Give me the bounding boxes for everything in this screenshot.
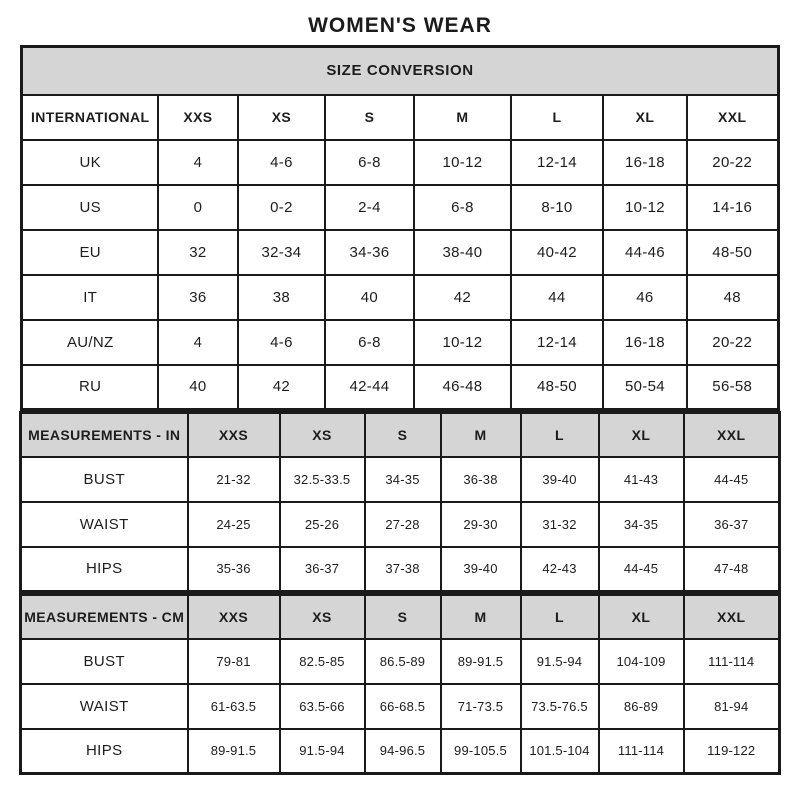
size-conversion-banner: SIZE CONVERSION xyxy=(22,47,778,95)
value-cell: 24-25 xyxy=(188,502,280,547)
value-cell: 82.5-85 xyxy=(280,639,365,684)
measurements-in-body xyxy=(21,457,780,592)
col-header-xxl: XXL xyxy=(684,413,780,457)
col-header-m: M xyxy=(441,595,521,639)
col-header-xxs: XXS xyxy=(188,413,280,457)
col-header-s: S xyxy=(325,95,414,140)
column-header-row xyxy=(22,95,778,140)
value-cell: 36-37 xyxy=(280,547,365,592)
col-header-measurements-in: MEASUREMENTS - IN xyxy=(21,413,188,457)
row-label: HIPS xyxy=(21,729,188,774)
table-row xyxy=(21,639,780,684)
page-title: WOMEN'S WEAR xyxy=(308,14,492,37)
value-cell: 42-43 xyxy=(521,547,599,592)
value-cell: 34-35 xyxy=(599,502,684,547)
size-conversion-table xyxy=(20,45,779,411)
row-label: UK xyxy=(22,140,158,185)
value-cell: 31-32 xyxy=(521,502,599,547)
table-row xyxy=(22,185,778,230)
row-label: BUST xyxy=(21,457,188,502)
value-cell: 99-105.5 xyxy=(441,729,521,774)
banner-row xyxy=(22,47,778,95)
value-cell: 37-38 xyxy=(365,547,441,592)
value-cell: 61-63.5 xyxy=(188,684,280,729)
value-cell: 36 xyxy=(158,275,238,320)
value-cell: 104-109 xyxy=(599,639,684,684)
value-cell: 101.5-104 xyxy=(521,729,599,774)
table-row xyxy=(21,502,780,547)
value-cell: 36-38 xyxy=(441,457,521,502)
value-cell: 40-42 xyxy=(511,230,603,275)
col-header-s: S xyxy=(365,413,441,457)
row-label: IT xyxy=(22,275,158,320)
col-header-l: L xyxy=(521,595,599,639)
col-header-s: S xyxy=(365,595,441,639)
table-row xyxy=(21,729,780,774)
value-cell: 42 xyxy=(414,275,511,320)
value-cell: 119-122 xyxy=(684,729,780,774)
value-cell: 4 xyxy=(158,320,238,365)
col-header-xxl: XXL xyxy=(684,595,780,639)
row-label: WAIST xyxy=(21,684,188,729)
value-cell: 20-22 xyxy=(687,320,778,365)
value-cell: 38-40 xyxy=(414,230,511,275)
value-cell: 63.5-66 xyxy=(280,684,365,729)
value-cell: 36-37 xyxy=(684,502,780,547)
table-row xyxy=(21,547,780,592)
value-cell: 89-91.5 xyxy=(441,639,521,684)
value-cell: 34-35 xyxy=(365,457,441,502)
size-conversion-body xyxy=(22,140,778,410)
col-header-xl: XL xyxy=(599,413,684,457)
value-cell: 6-8 xyxy=(325,140,414,185)
value-cell: 40 xyxy=(325,275,414,320)
col-header-xxs: XXS xyxy=(158,95,238,140)
value-cell: 42 xyxy=(238,365,325,410)
value-cell: 48 xyxy=(687,275,778,320)
value-cell: 44 xyxy=(511,275,603,320)
value-cell: 46 xyxy=(603,275,687,320)
col-header-measurements-cm: MEASUREMENTS - CM xyxy=(21,595,188,639)
value-cell: 34-36 xyxy=(325,230,414,275)
value-cell: 42-44 xyxy=(325,365,414,410)
col-header-xs: XS xyxy=(238,95,325,140)
value-cell: 10-12 xyxy=(414,140,511,185)
value-cell: 10-12 xyxy=(603,185,687,230)
value-cell: 12-14 xyxy=(511,140,603,185)
value-cell: 86.5-89 xyxy=(365,639,441,684)
measurements-cm-table xyxy=(19,593,781,775)
row-label: HIPS xyxy=(21,547,188,592)
table-row xyxy=(22,320,778,365)
col-header-international: INTERNATIONAL xyxy=(22,95,158,140)
value-cell: 4-6 xyxy=(238,320,325,365)
value-cell: 16-18 xyxy=(603,320,687,365)
value-cell: 8-10 xyxy=(511,185,603,230)
table-row xyxy=(22,365,778,410)
value-cell: 29-30 xyxy=(441,502,521,547)
table-row xyxy=(21,457,780,502)
value-cell: 6-8 xyxy=(414,185,511,230)
value-cell: 35-36 xyxy=(188,547,280,592)
row-label: US xyxy=(22,185,158,230)
value-cell: 0-2 xyxy=(238,185,325,230)
value-cell: 39-40 xyxy=(521,457,599,502)
value-cell: 2-4 xyxy=(325,185,414,230)
row-label: BUST xyxy=(21,639,188,684)
value-cell: 73.5-76.5 xyxy=(521,684,599,729)
col-header-xs: XS xyxy=(280,595,365,639)
table-row xyxy=(22,230,778,275)
value-cell: 50-54 xyxy=(603,365,687,410)
value-cell: 6-8 xyxy=(325,320,414,365)
value-cell: 94-96.5 xyxy=(365,729,441,774)
column-header-row xyxy=(21,595,780,639)
value-cell: 47-48 xyxy=(684,547,780,592)
row-label: WAIST xyxy=(21,502,188,547)
value-cell: 32.5-33.5 xyxy=(280,457,365,502)
measurements-cm-body xyxy=(21,639,780,774)
value-cell: 38 xyxy=(238,275,325,320)
value-cell: 46-48 xyxy=(414,365,511,410)
col-header-xl: XL xyxy=(599,595,684,639)
col-header-l: L xyxy=(511,95,603,140)
col-header-xl: XL xyxy=(603,95,687,140)
value-cell: 111-114 xyxy=(599,729,684,774)
value-cell: 4 xyxy=(158,140,238,185)
value-cell: 86-89 xyxy=(599,684,684,729)
value-cell: 44-46 xyxy=(603,230,687,275)
value-cell: 71-73.5 xyxy=(441,684,521,729)
value-cell: 89-91.5 xyxy=(188,729,280,774)
col-header-l: L xyxy=(521,413,599,457)
value-cell: 27-28 xyxy=(365,502,441,547)
table-row xyxy=(22,140,778,185)
col-header-xxs: XXS xyxy=(188,595,280,639)
col-header-xxl: XXL xyxy=(687,95,778,140)
value-cell: 48-50 xyxy=(511,365,603,410)
column-header-row xyxy=(21,413,780,457)
value-cell: 40 xyxy=(158,365,238,410)
value-cell: 81-94 xyxy=(684,684,780,729)
value-cell: 25-26 xyxy=(280,502,365,547)
value-cell: 32 xyxy=(158,230,238,275)
value-cell: 44-45 xyxy=(599,547,684,592)
measurements-in-table xyxy=(19,411,781,593)
value-cell: 14-16 xyxy=(687,185,778,230)
value-cell: 4-6 xyxy=(238,140,325,185)
value-cell: 41-43 xyxy=(599,457,684,502)
value-cell: 79-81 xyxy=(188,639,280,684)
col-header-xs: XS xyxy=(280,413,365,457)
value-cell: 10-12 xyxy=(414,320,511,365)
value-cell: 39-40 xyxy=(441,547,521,592)
value-cell: 21-32 xyxy=(188,457,280,502)
row-label: AU/NZ xyxy=(22,320,158,365)
value-cell: 66-68.5 xyxy=(365,684,441,729)
value-cell: 56-58 xyxy=(687,365,778,410)
value-cell: 0 xyxy=(158,185,238,230)
table-row xyxy=(21,684,780,729)
value-cell: 12-14 xyxy=(511,320,603,365)
value-cell: 48-50 xyxy=(687,230,778,275)
value-cell: 16-18 xyxy=(603,140,687,185)
value-cell: 91.5-94 xyxy=(280,729,365,774)
table-row xyxy=(22,275,778,320)
value-cell: 111-114 xyxy=(684,639,780,684)
value-cell: 32-34 xyxy=(238,230,325,275)
value-cell: 44-45 xyxy=(684,457,780,502)
col-header-m: M xyxy=(441,413,521,457)
col-header-m: M xyxy=(414,95,511,140)
value-cell: 91.5-94 xyxy=(521,639,599,684)
row-label: RU xyxy=(22,365,158,410)
value-cell: 20-22 xyxy=(687,140,778,185)
row-label: EU xyxy=(22,230,158,275)
